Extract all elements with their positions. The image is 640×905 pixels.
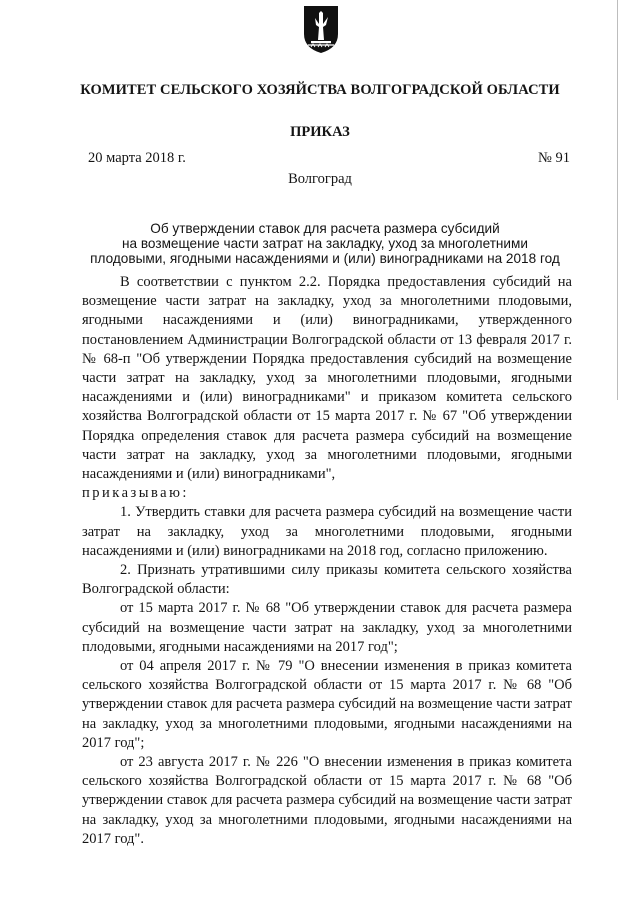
scan-artifact [617,0,618,400]
revoked-order-2: от 04 апреля 2017 г. № 79 "О внесении изменения в приказ комитета сельского хозяйства Волгоградской области от 15 марта 2017 г. № 68 "Об утверждении ставок для расчета размера субсидий на возмещение части затрат на закладку, уход за многолетними плодовыми, ягодными насаждениями на 2017 год"; [82,658,572,751]
order-word: приказываю: [82,485,189,502]
committee-name: КОМИТЕТ СЕЛЬСКОГО ХОЗЯЙСТВА ВОЛГОГРАДСКОЙ ОБЛАСТИ [80,82,560,98]
subject-line: плодовыми, ягодными насаждениями и (или) виноградниками на 2018 год [90,251,560,266]
order-body [82,273,572,849]
order-number: № 91 [538,150,570,166]
document-type: ПРИКАЗ [290,124,350,140]
preamble-paragraph [82,273,572,503]
volgograd-coat-of-arms-icon [302,4,340,54]
city: Волгоград [288,171,352,187]
item-1: 1. Утвердить ставки для расчета размера субсидий на возмещение части затрат на закладку, уход за многолетними плодовыми, ягодными насаждениями и (или) виноградниками на 2018 год, согласно приложению. [82,504,572,559]
order-subject [80,221,570,266]
item-2: 2. Признать утратившими силу приказы комитета сельского хозяйства Волгоградской области: [82,562,572,598]
revoked-order-3: от 23 августа 2017 г. № 226 "О внесении изменения в приказ комитета сельского хозяйства Волгоградской области от 15 марта 2017 г. № 68 "Об утверждении ставок для расчета размера субсидий на возмещение части затрат на закладку, уход за многолетними плодовыми, ягодными насаждениями на 2017 год". [82,754,572,847]
preamble-text: В соответствии с пунктом 2.2. Порядка предоставления субсидий на возмещение части затрат на закладку, уход за многолетними плодовыми, ягодными насаждениями и (или) виноградниками, утвержденного постановлением Администрации Волгоградской области от 13 февраля 2017 г. № 68-п "Об утверждении Порядка предоставления субсидий на возмещение части затрат на закладку, уход за многолетними плодовыми, ягодными насаждениями и (или) виноградниками" и приказом комитета сельского хозяйства Волгоградской области от 15 марта 2017 г. № 67 "Об утверждении Порядка определения ставок для расчета размера субсидий на возмещение части затрат на закладку, уход за многолетними плодовыми, ягодными насаждениями и (или) виноградниками", [82,274,572,483]
subject-line: на возмещение части затрат на закладку, уход за многолетними [122,236,528,251]
revoked-order-1: от 15 марта 2017 г. № 68 "Об утверждении ставок для расчета размера субсидий на возмещение части затрат на закладку, уход за многолетними плодовыми, ягодными насаждениями на 2017 год"; [82,600,572,655]
order-date: 20 марта 2018 г. [88,150,186,166]
subject-line: Об утверждении ставок для расчета размера субсидий [150,221,500,236]
